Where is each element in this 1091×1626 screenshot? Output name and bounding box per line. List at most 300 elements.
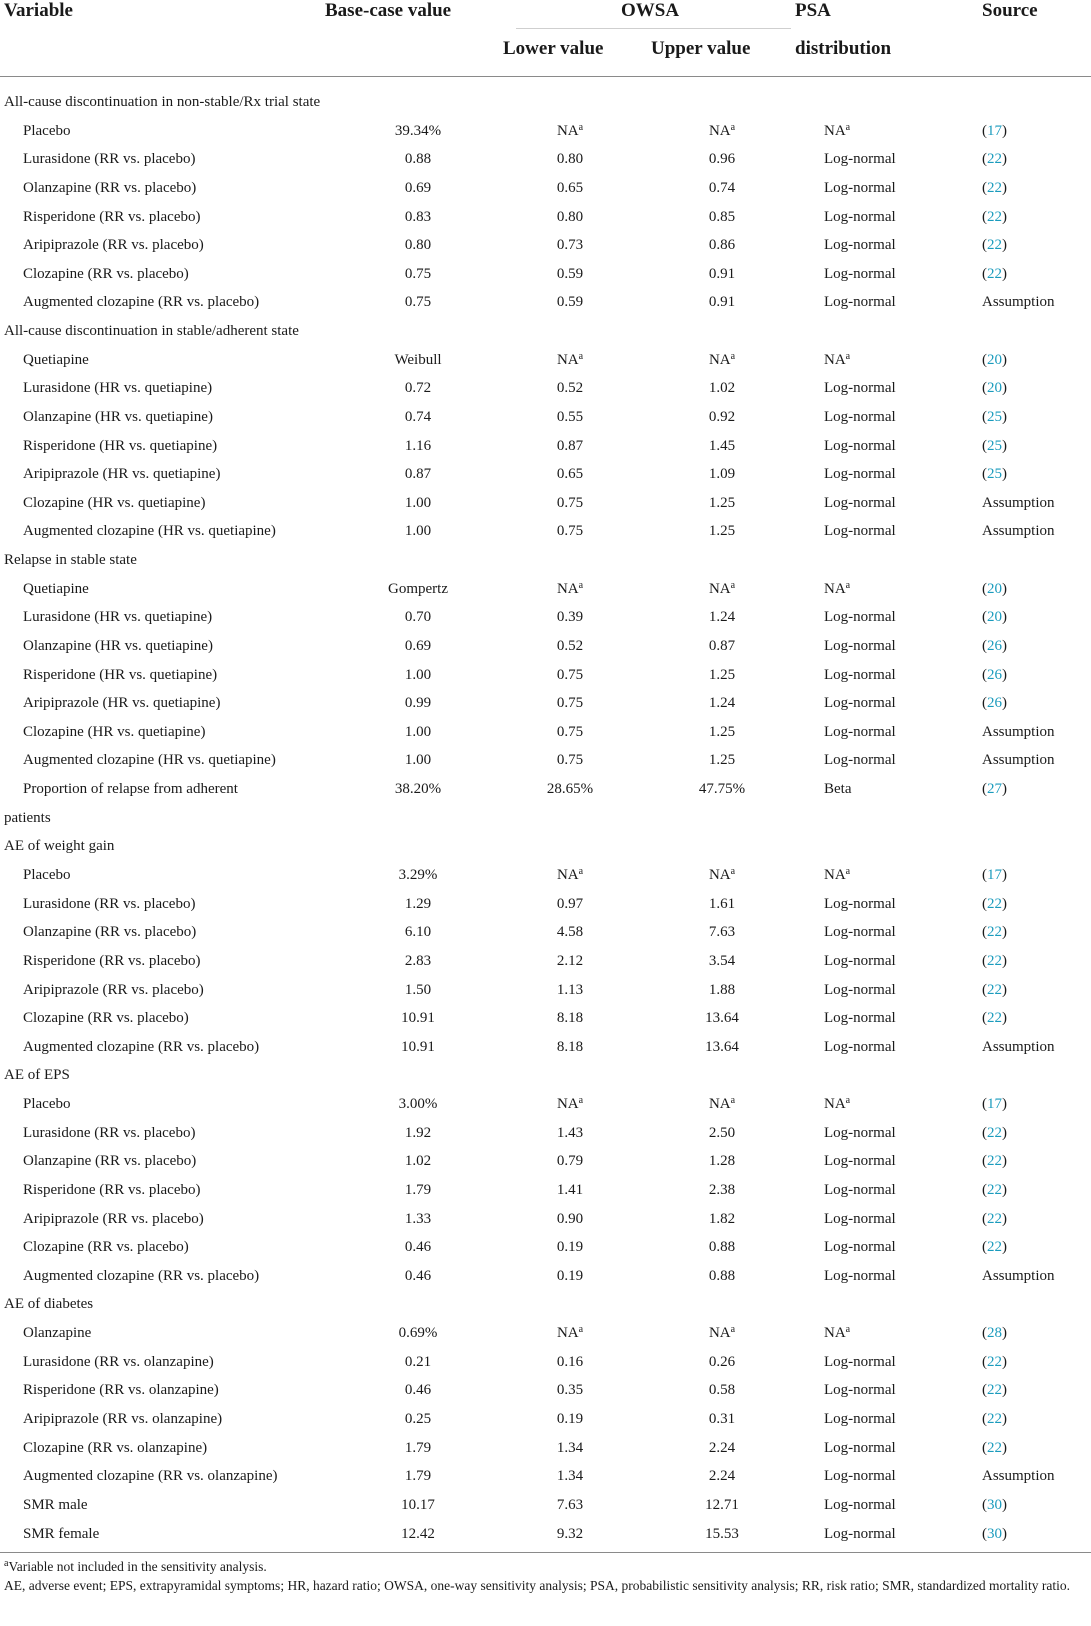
citation-link[interactable]: 22 — [987, 151, 1002, 168]
lower-value-cell — [520, 918, 620, 946]
variable-cell-text: Olanzapine — [23, 1325, 92, 1342]
psa-distribution-cell — [824, 1205, 896, 1233]
upper-value-cell-text: 0.91 — [708, 294, 736, 311]
lower-value-cell — [520, 775, 620, 803]
citation-link[interactable]: 20 — [987, 380, 1002, 397]
base-case-cell-text: 0.75 — [404, 294, 432, 311]
source-cell — [982, 1033, 1055, 1061]
source-cell — [982, 288, 1055, 316]
citation-link[interactable]: 17 — [987, 1096, 1002, 1113]
header-distribution: distribution — [795, 38, 892, 59]
variable-cell-text: Aripiprazole (HR vs. quetiapine) — [23, 466, 221, 483]
citation-link[interactable]: 26 — [987, 666, 1002, 683]
upper-value-cell-text: 0.92 — [708, 408, 736, 425]
variable-cell — [23, 231, 204, 259]
citation-link[interactable]: 22 — [987, 265, 1002, 282]
citation-paren: ) — [1002, 351, 1007, 368]
citation-link[interactable]: 28 — [987, 1325, 1002, 1342]
base-case-cell-text: 1.79 — [404, 1468, 432, 1485]
psa-distribution-cell-text: Log-normal — [824, 1439, 896, 1456]
citation-paren: ) — [1002, 1382, 1007, 1399]
table-row — [0, 689, 1091, 717]
citation-paren: ) — [1002, 924, 1007, 941]
psa-distribution-cell — [824, 145, 896, 173]
lower-value-cell-text: 8.18 — [556, 1010, 584, 1027]
lower-value-cell-text: NA — [556, 1096, 579, 1113]
source-cell[interactable] — [982, 890, 1007, 918]
citation-link[interactable]: 22 — [987, 208, 1002, 225]
variable-cell-text: Clozapine (RR vs. placebo) — [23, 1239, 189, 1256]
psa-distribution-cell — [824, 976, 896, 1004]
source-cell[interactable] — [982, 1434, 1007, 1462]
source-cell[interactable] — [982, 918, 1007, 946]
base-case-cell — [378, 1491, 458, 1519]
psa-distribution-cell — [824, 1262, 896, 1290]
variable-cell-text: Aripiprazole (RR vs. placebo) — [23, 237, 204, 254]
psa-distribution-cell — [824, 575, 850, 603]
table-row — [0, 632, 1091, 660]
upper-value-cell — [672, 1376, 772, 1404]
lower-value-cell-text: 0.59 — [556, 294, 584, 311]
citation-link[interactable]: 22 — [987, 952, 1002, 969]
citation-paren: ( — [982, 208, 987, 225]
base-case-cell — [378, 1004, 458, 1032]
base-case-cell — [378, 775, 458, 803]
lower-value-cell — [520, 890, 620, 918]
upper-value-cell — [672, 976, 772, 1004]
citation-link[interactable]: 25 — [987, 408, 1002, 425]
lower-value-cell-text: 8.18 — [556, 1038, 584, 1055]
table-row — [0, 1176, 1091, 1204]
psa-distribution-cell — [824, 403, 896, 431]
table-row — [0, 517, 1091, 545]
source-cell[interactable] — [982, 1348, 1007, 1376]
upper-value-cell-text: 13.64 — [705, 1010, 739, 1027]
upper-value-cell — [672, 117, 772, 145]
source-cell[interactable] — [982, 1090, 1007, 1118]
source-cell[interactable] — [982, 775, 1007, 803]
base-case-cell-text: 0.87 — [404, 466, 432, 483]
citation-link[interactable]: 22 — [987, 981, 1002, 998]
section-label — [4, 546, 137, 574]
lower-value-cell — [520, 288, 620, 316]
variable-cell — [23, 861, 70, 889]
source-cell[interactable] — [982, 861, 1007, 889]
base-case-cell — [378, 145, 458, 173]
upper-value-cell — [672, 174, 772, 202]
upper-value-cell — [672, 203, 772, 231]
variable-cell — [23, 1004, 189, 1032]
base-case-cell-text: 1.00 — [404, 752, 432, 769]
psa-distribution-cell — [824, 1520, 896, 1548]
table-row — [0, 1004, 1091, 1032]
upper-value-cell — [672, 918, 772, 946]
source-cell[interactable] — [982, 689, 1007, 717]
source-text: Assumption — [982, 1267, 1055, 1284]
citation-paren: ( — [982, 1410, 987, 1427]
section-row — [0, 317, 1091, 345]
lower-value-cell — [520, 1262, 620, 1290]
citation-link[interactable]: 30 — [987, 1525, 1002, 1542]
table-row — [0, 1520, 1091, 1548]
psa-distribution-cell-text: Log-normal — [824, 1210, 896, 1227]
source-cell — [982, 1462, 1055, 1490]
section-label-text: AE of EPS — [4, 1067, 70, 1084]
citation-link[interactable]: 22 — [987, 1153, 1002, 1170]
citation-link[interactable]: 30 — [987, 1496, 1002, 1513]
variable-cell-text: Lurasidone (HR vs. quetiapine) — [23, 609, 213, 626]
upper-value-cell-text: 0.96 — [708, 151, 736, 168]
table-row — [0, 1462, 1091, 1490]
citation-link[interactable]: 22 — [987, 1210, 1002, 1227]
base-case-cell-text: 1.33 — [404, 1210, 432, 1227]
variable-cell — [23, 661, 217, 689]
table-row — [0, 374, 1091, 402]
citation-paren: ) — [1002, 695, 1007, 712]
variable-cell — [23, 603, 212, 631]
citation-paren: ( — [982, 895, 987, 912]
source-cell[interactable] — [982, 1176, 1007, 1204]
citation-paren: ( — [982, 1210, 987, 1227]
variable-cell — [23, 1462, 278, 1490]
base-case-cell-text: 0.21 — [404, 1353, 432, 1370]
variable-cell — [23, 1405, 222, 1433]
citation-link[interactable]: 22 — [987, 1353, 1002, 1370]
citation-paren: ) — [1002, 1525, 1007, 1542]
base-case-cell — [378, 174, 458, 202]
psa-distribution-cell — [824, 661, 896, 689]
source-cell[interactable] — [982, 145, 1007, 173]
citation-paren: ( — [982, 151, 987, 168]
citation-link[interactable]: 20 — [987, 609, 1002, 626]
psa-distribution-cell — [824, 1119, 896, 1147]
source-cell[interactable] — [982, 1319, 1007, 1347]
lower-value-cell — [520, 718, 620, 746]
lower-value-cell — [520, 1491, 620, 1519]
base-case-cell-text: Weibull — [394, 351, 442, 368]
citation-paren: ( — [982, 580, 987, 597]
footnote-marker: a — [578, 1324, 584, 1336]
base-case-cell — [378, 1147, 458, 1175]
upper-value-cell — [672, 890, 772, 918]
source-cell[interactable] — [982, 976, 1007, 1004]
psa-distribution-cell-text: Log-normal — [824, 1153, 896, 1170]
lower-value-cell-text: 0.75 — [556, 666, 584, 683]
footnote-marker: a — [845, 350, 851, 362]
base-case-cell-text: 6.10 — [404, 924, 432, 941]
lower-value-cell-text: 1.43 — [556, 1124, 584, 1141]
citation-paren: ( — [982, 1010, 987, 1027]
source-cell — [982, 746, 1055, 774]
citation-link[interactable]: 22 — [987, 1410, 1002, 1427]
citation-link[interactable]: 22 — [987, 1382, 1002, 1399]
base-case-cell-text: 0.75 — [404, 265, 432, 282]
source-cell[interactable] — [982, 947, 1007, 975]
footnote-marker: a — [845, 1095, 851, 1107]
citation-paren: ( — [982, 1124, 987, 1141]
variable-cell-text: Clozapine (HR vs. quetiapine) — [23, 494, 206, 511]
section-label-text: patients — [4, 809, 51, 826]
base-case-cell-text: 10.91 — [401, 1038, 435, 1055]
source-cell[interactable] — [982, 460, 1007, 488]
lower-value-cell — [520, 575, 620, 603]
base-case-cell-text: 0.25 — [404, 1410, 432, 1427]
variable-cell-text: Olanzapine (RR vs. placebo) — [23, 924, 197, 941]
lower-value-cell — [520, 661, 620, 689]
upper-value-cell-text: 15.53 — [705, 1525, 739, 1542]
source-cell[interactable] — [982, 603, 1007, 631]
upper-value-cell-text: 0.74 — [708, 179, 736, 196]
citation-paren: ) — [1002, 781, 1007, 798]
header-psa: PSA — [795, 0, 831, 21]
lower-value-cell-text: 0.19 — [556, 1410, 584, 1427]
citation-paren: ( — [982, 437, 987, 454]
upper-value-cell — [672, 432, 772, 460]
variable-cell-text: SMR male — [23, 1496, 88, 1513]
lower-value-cell-text: 0.75 — [556, 523, 584, 540]
source-cell — [982, 517, 1055, 545]
base-case-cell-text: 0.74 — [404, 408, 432, 425]
psa-distribution-cell — [824, 746, 896, 774]
base-case-cell-text: 1.29 — [404, 895, 432, 912]
source-cell[interactable] — [982, 231, 1007, 259]
variable-cell-text: Augmented clozapine (HR vs. quetiapine) — [23, 752, 276, 769]
citation-paren: ) — [1002, 1124, 1007, 1141]
psa-distribution-cell — [824, 1090, 850, 1118]
lower-value-cell-text: 0.52 — [556, 637, 584, 654]
lower-value-cell-text: 7.63 — [556, 1496, 584, 1513]
citation-paren: ) — [1002, 981, 1007, 998]
variable-cell-text: Risperidone (HR vs. quetiapine) — [23, 666, 218, 683]
base-case-cell — [378, 746, 458, 774]
source-cell[interactable] — [982, 432, 1007, 460]
variable-cell-text: Risperidone (RR vs. placebo) — [23, 1181, 201, 1198]
variable-cell-text: Aripiprazole (RR vs. placebo) — [23, 981, 204, 998]
table-row — [0, 117, 1091, 145]
footnote-marker: a — [730, 866, 736, 877]
upper-value-cell — [672, 1176, 772, 1204]
citation-paren: ( — [982, 408, 987, 425]
variable-cell-text: Risperidone (RR vs. placebo) — [23, 208, 201, 225]
upper-value-cell — [672, 1348, 772, 1376]
upper-value-cell-text: 1.25 — [708, 494, 736, 511]
footnote-marker: a — [730, 121, 736, 133]
upper-value-cell-text: 0.31 — [708, 1410, 736, 1427]
citation-link[interactable]: 25 — [987, 437, 1002, 454]
citation-link[interactable]: 20 — [987, 351, 1002, 368]
source-text: Assumption — [982, 1038, 1055, 1055]
source-cell[interactable] — [982, 1233, 1007, 1261]
source-cell[interactable] — [982, 174, 1007, 202]
source-cell[interactable] — [982, 374, 1007, 402]
upper-value-cell — [672, 374, 772, 402]
psa-distribution-cell — [824, 918, 896, 946]
psa-distribution-cell-text: Log-normal — [824, 466, 896, 483]
lower-value-cell-text: 0.75 — [556, 695, 584, 712]
psa-distribution-cell — [824, 1319, 850, 1347]
table-row — [0, 489, 1091, 517]
header-variable: Variable — [4, 0, 73, 21]
table-row — [0, 976, 1091, 1004]
variable-cell-text: Augmented clozapine (RR vs. olanzapine) — [23, 1468, 278, 1485]
base-case-cell-text: 1.79 — [404, 1181, 432, 1198]
citation-link[interactable]: 22 — [987, 237, 1002, 254]
variable-cell — [23, 260, 189, 288]
upper-value-cell-text: 0.85 — [708, 208, 736, 225]
variable-cell — [23, 1205, 204, 1233]
upper-value-cell — [672, 947, 772, 975]
variable-cell — [23, 632, 213, 660]
upper-value-cell-text: 2.24 — [708, 1468, 736, 1485]
header-source: Source — [982, 0, 1038, 21]
lower-value-cell — [520, 145, 620, 173]
base-case-cell — [378, 1119, 458, 1147]
citation-paren: ) — [1002, 265, 1007, 282]
citation-link[interactable]: 17 — [987, 867, 1002, 883]
source-cell[interactable] — [982, 117, 1007, 145]
lower-value-cell-text: 0.75 — [556, 723, 584, 740]
variable-cell-text: Risperidone (HR vs. quetiapine) — [23, 437, 218, 454]
variable-cell-text: Lurasidone (RR vs. placebo) — [23, 151, 196, 168]
variable-cell — [23, 1176, 200, 1204]
section-row — [0, 88, 1091, 116]
section-row — [0, 1290, 1091, 1318]
source-cell[interactable] — [982, 403, 1007, 431]
footnote-marker: a — [730, 1324, 736, 1336]
psa-distribution-cell-text: Log-normal — [824, 237, 896, 254]
upper-value-cell — [672, 1004, 772, 1032]
psa-distribution-cell-text: Log-normal — [824, 952, 896, 969]
variable-cell-text: Lurasidone (HR vs. quetiapine) — [23, 380, 213, 397]
citation-link[interactable]: 22 — [987, 924, 1002, 941]
upper-value-cell — [672, 346, 772, 374]
base-case-cell-text: 1.50 — [404, 981, 432, 998]
base-case-cell-text: 0.69% — [398, 1325, 438, 1342]
upper-value-cell — [672, 1262, 772, 1290]
base-case-cell-text: 0.99 — [404, 695, 432, 712]
psa-distribution-cell-text: Log-normal — [824, 666, 896, 683]
table-row — [0, 174, 1091, 202]
citation-paren: ( — [982, 1181, 987, 1198]
variable-cell — [23, 489, 205, 517]
citation-link[interactable]: 22 — [987, 1439, 1002, 1456]
psa-distribution-cell-text: Log-normal — [824, 1382, 896, 1399]
psa-distribution-cell-text: Log-normal — [824, 408, 896, 425]
citation-link[interactable]: 26 — [987, 637, 1002, 654]
psa-distribution-cell-text: NA — [824, 351, 846, 368]
citation-paren: ( — [982, 1325, 987, 1342]
footnote-marker: a — [730, 579, 736, 591]
section-label-text: All-cause discontinuation in non-stable/Rx trial state — [4, 94, 321, 110]
citation-link[interactable]: 22 — [987, 1239, 1002, 1256]
variable-cell-text: Aripiprazole (RR vs. placebo) — [23, 1210, 204, 1227]
lower-value-cell-text: 0.55 — [556, 408, 584, 425]
upper-value-cell-text: 0.91 — [708, 265, 736, 282]
source-cell[interactable] — [982, 1491, 1007, 1519]
upper-value-cell — [672, 489, 772, 517]
citation-link[interactable]: 26 — [987, 695, 1002, 712]
citation-paren: ) — [1002, 1210, 1007, 1227]
source-cell[interactable] — [982, 1004, 1007, 1032]
variable-cell-text: Quetiapine — [23, 580, 89, 597]
base-case-cell-text: 0.46 — [404, 1239, 432, 1256]
psa-distribution-cell — [824, 117, 850, 145]
source-cell[interactable] — [982, 346, 1007, 374]
psa-distribution-cell-text: Log-normal — [824, 1468, 896, 1485]
source-cell[interactable] — [982, 203, 1007, 231]
source-cell[interactable] — [982, 575, 1007, 603]
citation-link[interactable]: 17 — [987, 122, 1002, 139]
lower-value-cell — [520, 1205, 620, 1233]
upper-value-cell — [672, 575, 772, 603]
upper-value-cell — [672, 1491, 772, 1519]
citation-link[interactable]: 25 — [987, 466, 1002, 483]
psa-distribution-cell-text: Log-normal — [824, 494, 896, 511]
psa-distribution-cell — [824, 203, 896, 231]
source-cell[interactable] — [982, 1147, 1007, 1175]
source-text: Assumption — [982, 294, 1055, 311]
lower-value-cell-text: NA — [556, 122, 579, 139]
source-cell[interactable] — [982, 1520, 1007, 1548]
citation-paren: ) — [1002, 1153, 1007, 1170]
source-cell[interactable] — [982, 661, 1007, 689]
lower-value-cell-text: 1.13 — [556, 981, 584, 998]
citation-paren: ( — [982, 609, 987, 626]
lower-value-cell — [520, 1319, 620, 1347]
variable-cell — [23, 1434, 207, 1462]
citation-link[interactable]: 22 — [987, 179, 1002, 196]
psa-distribution-cell-text: Log-normal — [824, 208, 896, 225]
citation-paren: ( — [982, 666, 987, 683]
variable-cell — [23, 775, 238, 803]
section-label — [4, 317, 299, 345]
source-cell[interactable] — [982, 632, 1007, 660]
source-cell[interactable] — [982, 260, 1007, 288]
citation-paren: ( — [982, 179, 987, 196]
upper-value-cell-text: NA — [708, 867, 731, 883]
table-row — [0, 403, 1091, 431]
source-cell[interactable] — [982, 1376, 1007, 1404]
source-cell[interactable] — [982, 1205, 1007, 1233]
source-cell[interactable] — [982, 1119, 1007, 1147]
citation-link[interactable]: 27 — [987, 781, 1002, 798]
citation-link[interactable]: 22 — [987, 1010, 1002, 1027]
header-lower-value: Lower value — [503, 38, 604, 59]
psa-distribution-cell — [824, 460, 896, 488]
citation-link[interactable]: 22 — [987, 895, 1002, 912]
psa-distribution-cell-text: Log-normal — [824, 437, 896, 454]
lower-value-cell — [520, 231, 620, 259]
base-case-cell — [378, 374, 458, 402]
table-row — [0, 1119, 1091, 1147]
citation-link[interactable]: 22 — [987, 1181, 1002, 1198]
citation-link[interactable]: 22 — [987, 1124, 1002, 1141]
base-case-cell — [378, 661, 458, 689]
upper-value-cell-text: 0.88 — [708, 1239, 736, 1256]
source-cell[interactable] — [982, 1405, 1007, 1433]
citation-link[interactable]: 20 — [987, 580, 1002, 597]
psa-distribution-cell-text: Log-normal — [824, 895, 896, 912]
psa-distribution-cell — [824, 1033, 896, 1061]
psa-distribution-cell-text: Log-normal — [824, 924, 896, 941]
psa-distribution-cell-text: Log-normal — [824, 637, 896, 654]
section-label — [4, 1290, 93, 1318]
lower-value-cell-text: NA — [556, 1325, 579, 1342]
lower-value-cell — [520, 603, 620, 631]
base-case-cell — [378, 117, 458, 145]
upper-value-cell-text: 0.86 — [708, 237, 736, 254]
footnote-marker: a — [578, 579, 584, 591]
